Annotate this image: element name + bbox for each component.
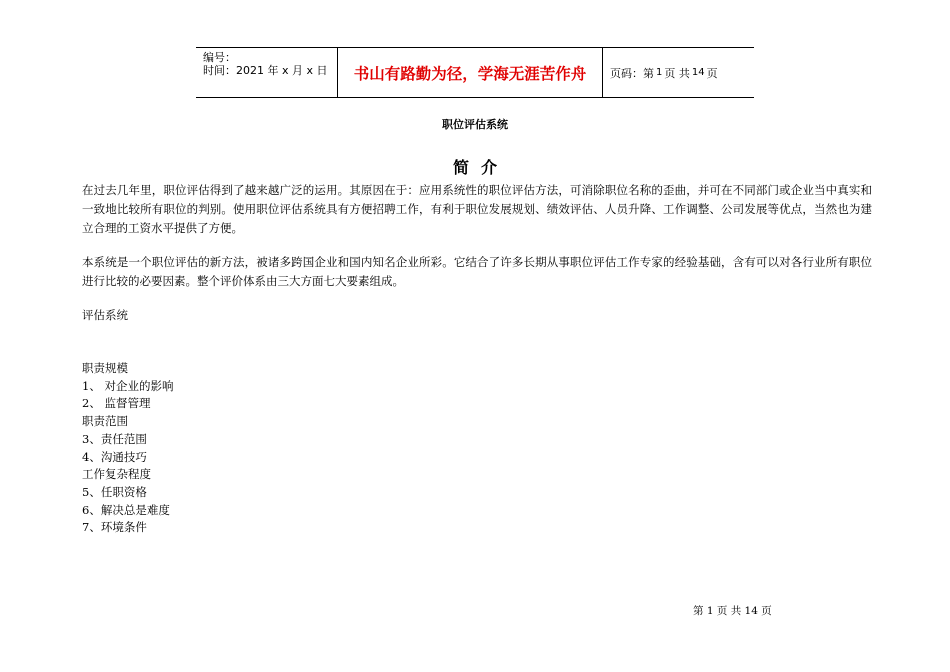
intro-paragraph-2: 本系统是一个职位评估的新方法，被诸多跨国企业和国内知名企业所彩。它结合了许多长期从事职位评估工作专家的经验基础，含有可以对各行业所有职位进行比较的必要因素。整个评价体系由三大方面七大要素组成。	[82, 255, 872, 288]
list-item: 4、沟通技巧	[82, 449, 147, 464]
list-item: 7、环境条件	[82, 520, 147, 535]
group-label: 职责范围	[82, 414, 128, 429]
evaluation-system-list	[82, 307, 173, 537]
group-label: 工作复杂程度	[82, 467, 151, 482]
list-item: 1、 对企业的影响	[82, 378, 174, 393]
page-mid: 页 共	[664, 66, 690, 80]
page-prefix: 页码：第	[610, 66, 654, 80]
list-item: 5、任职资格	[82, 485, 147, 499]
group-label: 职责规模	[82, 361, 128, 376]
document-title: 职位评估系统	[442, 118, 508, 131]
header-meta	[196, 48, 338, 97]
header-page-number	[603, 48, 754, 97]
list-item: 3、责任范围	[82, 431, 147, 446]
page-suffix: 页	[706, 66, 718, 80]
time-label: 时间：2021 年 x 月 x 日	[203, 64, 328, 77]
intro-paragraph-1: 在过去几年里，职位评估得到了越来越广泛的运用。其原因在于：应用系统性的职位评估方法，可消除职位名称的歪曲，并可在不同部门或企业当中真实和一致地比较所有职位的判别。使用职位评估系统具有方便招聘工作，有利于职位发展规划、绩效评估、人员升降、工作调整、公司发展等优点，当然也为建立合理的工资水平提供了方便。	[82, 183, 872, 235]
page-current: 1	[656, 67, 663, 78]
section-title: 简介	[452, 158, 509, 177]
list-item: 6、解决总是难度	[82, 502, 170, 517]
list-item: 2、 监督管理	[82, 396, 151, 411]
page-total: 14	[691, 67, 705, 78]
system-label: 评估系统	[82, 308, 128, 322]
page-footer: 第 1 页 共 14 页	[693, 605, 772, 617]
header-motto: 书山有路勤为径，学海无涯苦作舟	[338, 48, 603, 97]
page-header	[196, 47, 754, 98]
number-label: 编号：	[203, 51, 236, 64]
